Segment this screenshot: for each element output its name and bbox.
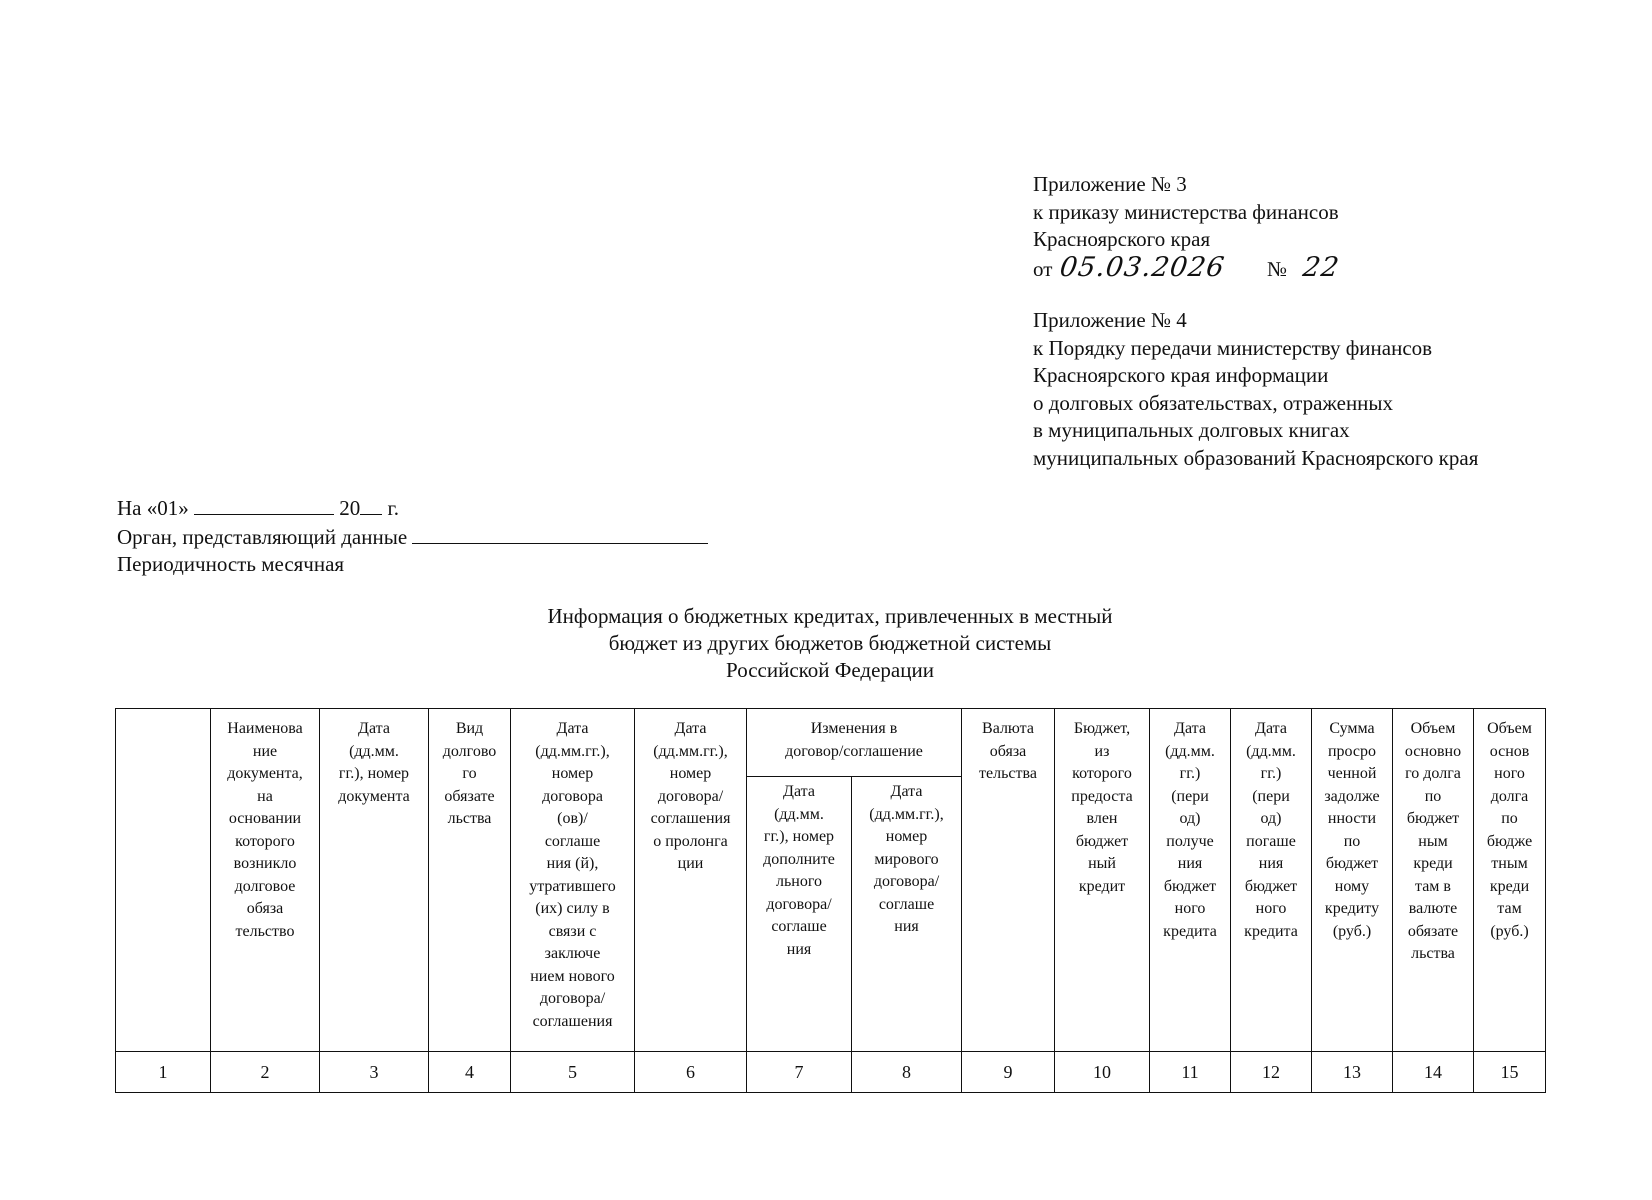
report-date-line xyxy=(117,494,708,523)
header-text-line: гг.), номер xyxy=(338,765,410,782)
header-text-line: (ов)/ xyxy=(557,810,588,827)
header-text-line: (руб.) xyxy=(1490,922,1529,940)
column-number: 9 xyxy=(962,1052,1055,1093)
header-text-line: там в xyxy=(1415,877,1451,895)
header-text-line: просро xyxy=(1327,742,1377,760)
group-header-changes xyxy=(747,709,962,777)
appendix-3-line: Красноярского края xyxy=(1033,227,1211,251)
header-text-line: погаше xyxy=(1246,832,1296,850)
header-text-line: (дд.мм. xyxy=(1165,742,1215,760)
header-text-line: договора/ xyxy=(539,990,606,1007)
header-text-line: ного xyxy=(1174,900,1206,917)
order-number-handwritten: 22 xyxy=(1300,251,1342,283)
header-text-line: Дата xyxy=(1255,720,1287,737)
col-header-2 xyxy=(211,709,320,1052)
header-text-line: договора xyxy=(542,787,603,805)
header-text-line: которого xyxy=(1072,765,1132,782)
header-text-line: го xyxy=(462,765,477,782)
header-text-line: Дата xyxy=(783,783,815,800)
appendix-3-date-line xyxy=(1033,251,1593,284)
header-text-line: дополните xyxy=(763,850,835,868)
column-number: 15 xyxy=(1474,1052,1546,1093)
header-text-line: креди xyxy=(1413,855,1453,872)
header-text-line: задолже xyxy=(1324,787,1380,805)
header-text-line: льства xyxy=(447,810,492,827)
header-text-line: возникло xyxy=(233,855,297,872)
header-text-line: Сумма xyxy=(1329,720,1375,737)
document-title xyxy=(420,603,1240,684)
header-text-line: ного xyxy=(1494,765,1525,782)
organ-label: Орган, представляющий данные xyxy=(117,524,408,549)
col-header-13 xyxy=(1312,709,1393,1052)
appendix-3-block xyxy=(1033,171,1593,283)
header-text-line: од) xyxy=(1179,810,1201,827)
header-text-line: влен xyxy=(1086,810,1118,827)
col-header-12 xyxy=(1231,709,1312,1052)
header-text-line: бюджет xyxy=(1406,810,1460,827)
header-text-line: связи с xyxy=(548,922,597,940)
column-number: 5 xyxy=(511,1052,635,1093)
appendix-4-line: к Порядку передачи министерству финансов xyxy=(1033,335,1433,360)
header-text-line: гг.) xyxy=(1260,765,1282,782)
header-text-line: соглаше xyxy=(771,918,827,935)
header-text-line: номер xyxy=(551,765,594,782)
header-text-line: Наименова xyxy=(227,720,303,737)
appendix-4-line: в муниципальных долговых книгах xyxy=(1033,418,1350,442)
header-text-line: ному xyxy=(1334,877,1370,895)
header-text-line: тельство xyxy=(235,922,295,940)
header-text-line: соглашения xyxy=(650,810,731,827)
appendix-3-line: Приложение № 3 xyxy=(1033,172,1187,196)
report-year-blank[interactable] xyxy=(360,494,382,515)
order-date-handwritten: 05.03.2026 xyxy=(1058,251,1228,283)
report-date-prefix: На «01» xyxy=(117,496,189,520)
header-text-line: обяза xyxy=(246,900,284,917)
header-text-line: документа, xyxy=(227,765,303,782)
header-text-line: (пери xyxy=(1171,787,1209,805)
header-text-line: договора/ xyxy=(873,873,940,890)
header-text-line: ным xyxy=(1418,832,1448,850)
header-text-line: ния (й), xyxy=(546,855,599,872)
header-text-line: ния xyxy=(786,940,812,958)
header-text-line: Дата xyxy=(1174,720,1206,737)
column-number: 11 xyxy=(1150,1052,1231,1093)
header-text-line: мирового xyxy=(874,850,939,868)
header-text-line: номер xyxy=(669,765,712,782)
column-number: 12 xyxy=(1231,1052,1312,1093)
column-number-row xyxy=(116,1052,1546,1093)
header-text-line: Дата xyxy=(358,720,390,737)
col-header-15 xyxy=(1474,709,1546,1052)
header-text-line: основ xyxy=(1489,742,1530,760)
header-text-line: (дд.мм.гг.), xyxy=(869,805,944,823)
header-text-line: соглашения xyxy=(532,1012,613,1030)
header-text-line: бюджет xyxy=(1075,832,1129,850)
header-text-line: (дд.мм. xyxy=(774,805,824,823)
col-header-4 xyxy=(429,709,511,1052)
header-text-line: Дата xyxy=(674,720,707,737)
report-date-suffix: г. xyxy=(387,496,399,520)
header-text-line: нием нового xyxy=(530,967,615,985)
header-text-line: долгово xyxy=(442,742,497,760)
header-text-line: гг.), номер xyxy=(763,828,835,845)
header-text-line: долга xyxy=(1490,787,1529,805)
col-header-14 xyxy=(1393,709,1474,1052)
col-header-3 xyxy=(320,709,429,1052)
header-text-line: обязате xyxy=(444,787,495,805)
header-text-line: нности xyxy=(1327,810,1377,827)
header-text-line: ченной xyxy=(1327,765,1377,782)
column-number: 10 xyxy=(1055,1052,1150,1093)
credits-table xyxy=(115,708,1546,1093)
column-number: 6 xyxy=(635,1052,747,1093)
column-number: 1 xyxy=(116,1052,211,1093)
column-number: 4 xyxy=(429,1052,511,1093)
column-number: 3 xyxy=(320,1052,429,1093)
header-text-line: Бюджет, xyxy=(1073,720,1131,737)
header-text-line: заключе xyxy=(544,945,601,962)
header-text-line: по xyxy=(1343,832,1361,850)
header-text-line: кредита xyxy=(1163,922,1217,940)
header-text-line: гг.) xyxy=(1179,765,1201,782)
header-text-line: ния xyxy=(894,918,919,935)
column-number: 14 xyxy=(1393,1052,1474,1093)
col-header-10 xyxy=(1055,709,1150,1052)
header-text-line: утратившего xyxy=(529,877,616,895)
header-text-line: договора/ xyxy=(657,787,724,805)
header-text-line: (руб.) xyxy=(1332,922,1372,940)
header-text-line: (дд.мм. xyxy=(349,742,399,760)
header-text-line: ного xyxy=(1255,900,1287,917)
header-text-line: бюджет xyxy=(1163,877,1217,895)
header-text-line: получе xyxy=(1166,832,1214,850)
header-text-line: ния xyxy=(1258,855,1284,872)
report-month-blank[interactable] xyxy=(194,494,334,515)
header-text-line: валюте xyxy=(1408,900,1458,917)
header-text-line: соглаше xyxy=(544,832,601,850)
header-text-line: тным xyxy=(1491,855,1528,872)
organ-blank[interactable] xyxy=(412,523,708,544)
col-header-1 xyxy=(116,709,211,1052)
header-text-line: по xyxy=(1424,787,1442,805)
header-text-line: Изменения в xyxy=(810,720,898,737)
column-number: 7 xyxy=(747,1052,852,1093)
header-text-line: долговое xyxy=(234,877,296,895)
header-text-line: основании xyxy=(228,810,302,827)
appendix-4-line: муниципальных образований Красноярского края xyxy=(1033,445,1479,470)
periodicity: Периодичность месячная xyxy=(117,552,345,576)
header-text-line: (пери xyxy=(1252,787,1290,805)
col-header-9 xyxy=(962,709,1055,1052)
header-text-line: которого xyxy=(235,832,295,850)
header-text-line: (дд.мм.гг.), xyxy=(653,742,728,760)
header-text-line: бюдже xyxy=(1486,832,1533,850)
header-text-line: льства xyxy=(1411,945,1455,962)
column-number: 13 xyxy=(1312,1052,1393,1093)
header-text-line: (их) силу в xyxy=(535,900,610,917)
header-text-line: документа xyxy=(338,787,410,805)
number-label: № xyxy=(1267,256,1288,281)
header-text-line: тельства xyxy=(979,765,1037,782)
appendix-4-line: о долговых обязательствах, отраженных xyxy=(1033,390,1394,415)
header-text-line: предоста xyxy=(1071,787,1133,805)
header-text-line: креди xyxy=(1489,877,1530,895)
header-text-line: договор/соглашение xyxy=(785,742,923,760)
header-text-line: основно xyxy=(1404,742,1462,760)
document-title-line: Российской Федерации xyxy=(726,658,934,682)
header-text-line: номер xyxy=(885,828,928,845)
col-header-8 xyxy=(852,777,962,1052)
header-text-line: обяза xyxy=(989,742,1027,760)
appendix-3-line: к приказу министерства финансов xyxy=(1033,199,1339,224)
header-text-line: по xyxy=(1501,810,1518,827)
header-text-line: Объем xyxy=(1487,720,1532,737)
document-title-line: Информация о бюджетных кредитах, привлеченных в местный xyxy=(547,604,1113,628)
header-text-line: договора/ xyxy=(766,895,832,913)
column-number: 8 xyxy=(852,1052,962,1093)
col-header-5 xyxy=(511,709,635,1052)
header-text-line: обязате xyxy=(1407,922,1459,940)
header-text-line: (дд.мм. xyxy=(1246,742,1296,760)
from-label: от xyxy=(1033,256,1053,281)
header-text-line: ции xyxy=(677,855,704,872)
header-text-line: бюджет xyxy=(1325,855,1379,872)
col-header-11 xyxy=(1150,709,1231,1052)
header-text-line: Дата xyxy=(556,720,589,737)
header-text-line: кредит xyxy=(1078,877,1126,895)
appendix-4-block xyxy=(1033,307,1593,472)
report-year-prefix: 20 xyxy=(339,496,361,520)
header-text-line: (дд.мм.гг.), xyxy=(535,742,610,760)
header-text-line: кредита xyxy=(1244,922,1298,940)
header-text-line: ный xyxy=(1088,855,1116,872)
header-text-line: на xyxy=(257,787,273,805)
organ-line xyxy=(117,523,708,552)
appendix-4-line: Красноярского края информации xyxy=(1033,363,1329,387)
header-text-line: го долга xyxy=(1405,765,1461,782)
header-text-line: кредиту xyxy=(1324,900,1380,917)
appendix-4-line: Приложение № 4 xyxy=(1033,308,1187,332)
header-text-line: од) xyxy=(1260,810,1282,827)
header-text-line: ние xyxy=(252,742,278,760)
header-text-line: льного xyxy=(775,873,822,890)
header-text-line: о пролонга xyxy=(653,832,728,850)
col-header-7 xyxy=(747,777,852,1052)
header-text-line: Валюта xyxy=(982,720,1034,737)
header-text-line: Вид xyxy=(455,720,484,737)
header-text-line: там xyxy=(1497,900,1522,917)
header-text-line: Дата xyxy=(890,783,923,800)
header-text-line: ния xyxy=(1177,855,1203,872)
header-text-line: Объем xyxy=(1410,720,1456,737)
col-header-6 xyxy=(635,709,747,1052)
header-text-line: соглаше xyxy=(878,895,935,913)
header-text-line: бюджет xyxy=(1244,877,1298,895)
document-title-line: бюджет из других бюджетов бюджетной системы xyxy=(608,631,1052,655)
header-text-line: из xyxy=(1094,742,1110,760)
column-number: 2 xyxy=(211,1052,320,1093)
report-meta xyxy=(117,494,708,579)
